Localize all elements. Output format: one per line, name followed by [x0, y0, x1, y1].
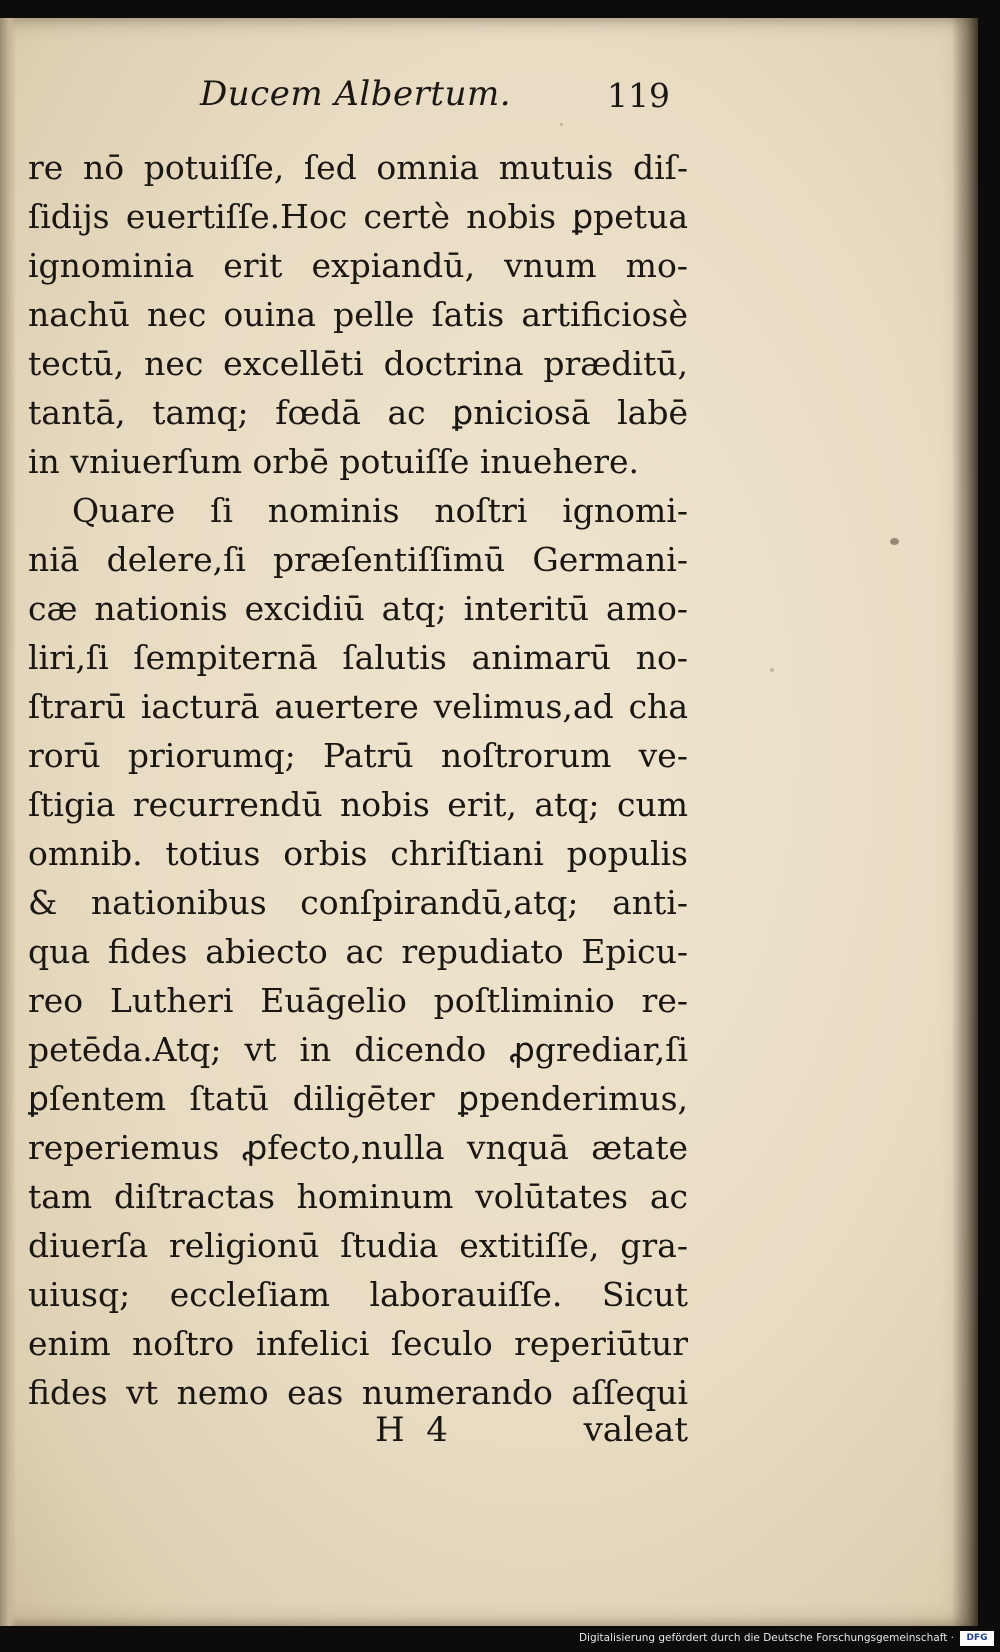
text-line: tectū, nec excellēti doctrina præditū, — [28, 344, 688, 383]
funding-credit: Digitalisierung gefördert durch die Deutsche Forschungsgemeinschaft · — [578, 1632, 954, 1644]
text-line: uiusq; eccleſiam laborauiſſe. Sicut — [28, 1275, 688, 1314]
text-line: reperiemus ꝓfecto,nulla vnquā ætate — [28, 1128, 688, 1167]
text-line: reo Lutheri Euāgelio poſtliminio re- — [28, 981, 688, 1020]
text-line: cæ nationis excidiū atq; interitū amo- — [28, 589, 688, 628]
text-line: qua fides abiecto ac repudiato Epicu- — [28, 932, 688, 971]
text-line: nachū nec ouina pelle ſatis artificiosè — [28, 295, 688, 334]
text-line: ignominia erit expiandū, vnum mo- — [28, 246, 688, 285]
text-line: tantā, tamq; fœdā ac ꝑniciosā labē — [28, 393, 688, 432]
page-number: 119 — [607, 76, 670, 115]
text-line: & nationibus conſpirandū,atq; anti- — [28, 883, 688, 922]
text-line: re nō potuiſſe, ſed omnia mutuis diſ- — [28, 148, 688, 187]
ink-speck — [560, 123, 563, 126]
text-line: tam diſtractas hominum volūtates ac — [28, 1177, 688, 1216]
text-line: fides vt nemo eas numerando aſſequi — [28, 1373, 688, 1412]
signature-mark: H 4 — [375, 1410, 448, 1450]
text-line: ſtigia recurrendū nobis erit, atq; cum — [28, 785, 688, 824]
page-header — [190, 70, 670, 120]
text-line: Quare ſi nominis noſtri ignomi- — [72, 491, 688, 530]
text-line: petēda.Atq; vt in dicendo ꝓgrediar,ſi — [28, 1030, 688, 1069]
book-page — [0, 18, 978, 1626]
page-gutter-shadow — [952, 18, 978, 1626]
text-line: omnib. totius orbis chriſtiani populis — [28, 834, 688, 873]
page-footer — [370, 1410, 688, 1460]
body-text — [28, 143, 688, 1417]
text-line: in vniuerſum orbē potuiſſe inuehere. — [28, 442, 640, 481]
ink-speck — [770, 668, 774, 672]
text-line: rorū priorumq; Patrū noſtrorum ve- — [28, 736, 688, 775]
running-title: Ducem Albertum. — [200, 74, 512, 114]
text-line: ſidijs euertiſſe.Hoc certè nobis ꝑpetua — [28, 197, 688, 236]
text-line: diuerſa religionū ſtudia extitiſſe, gra- — [28, 1226, 688, 1265]
text-line: niā delere,ſi præſentiſſimū Germani- — [28, 540, 688, 579]
dfg-logo-icon: DFG — [960, 1631, 994, 1646]
text-line: ꝑſentem ſtatū diligēter ꝑpenderimus, — [28, 1079, 688, 1118]
ink-speck — [890, 538, 899, 545]
credit-bar — [0, 1626, 1000, 1652]
text-line: ſtrarū iacturā auertere velimus,ad cha — [28, 687, 688, 726]
text-line: enim noſtro infelici ſeculo reperiūtur — [28, 1324, 688, 1363]
catchword: valeat — [583, 1410, 688, 1450]
text-line: liri,ſi ſempiternā ſalutis animarū no- — [28, 638, 688, 677]
